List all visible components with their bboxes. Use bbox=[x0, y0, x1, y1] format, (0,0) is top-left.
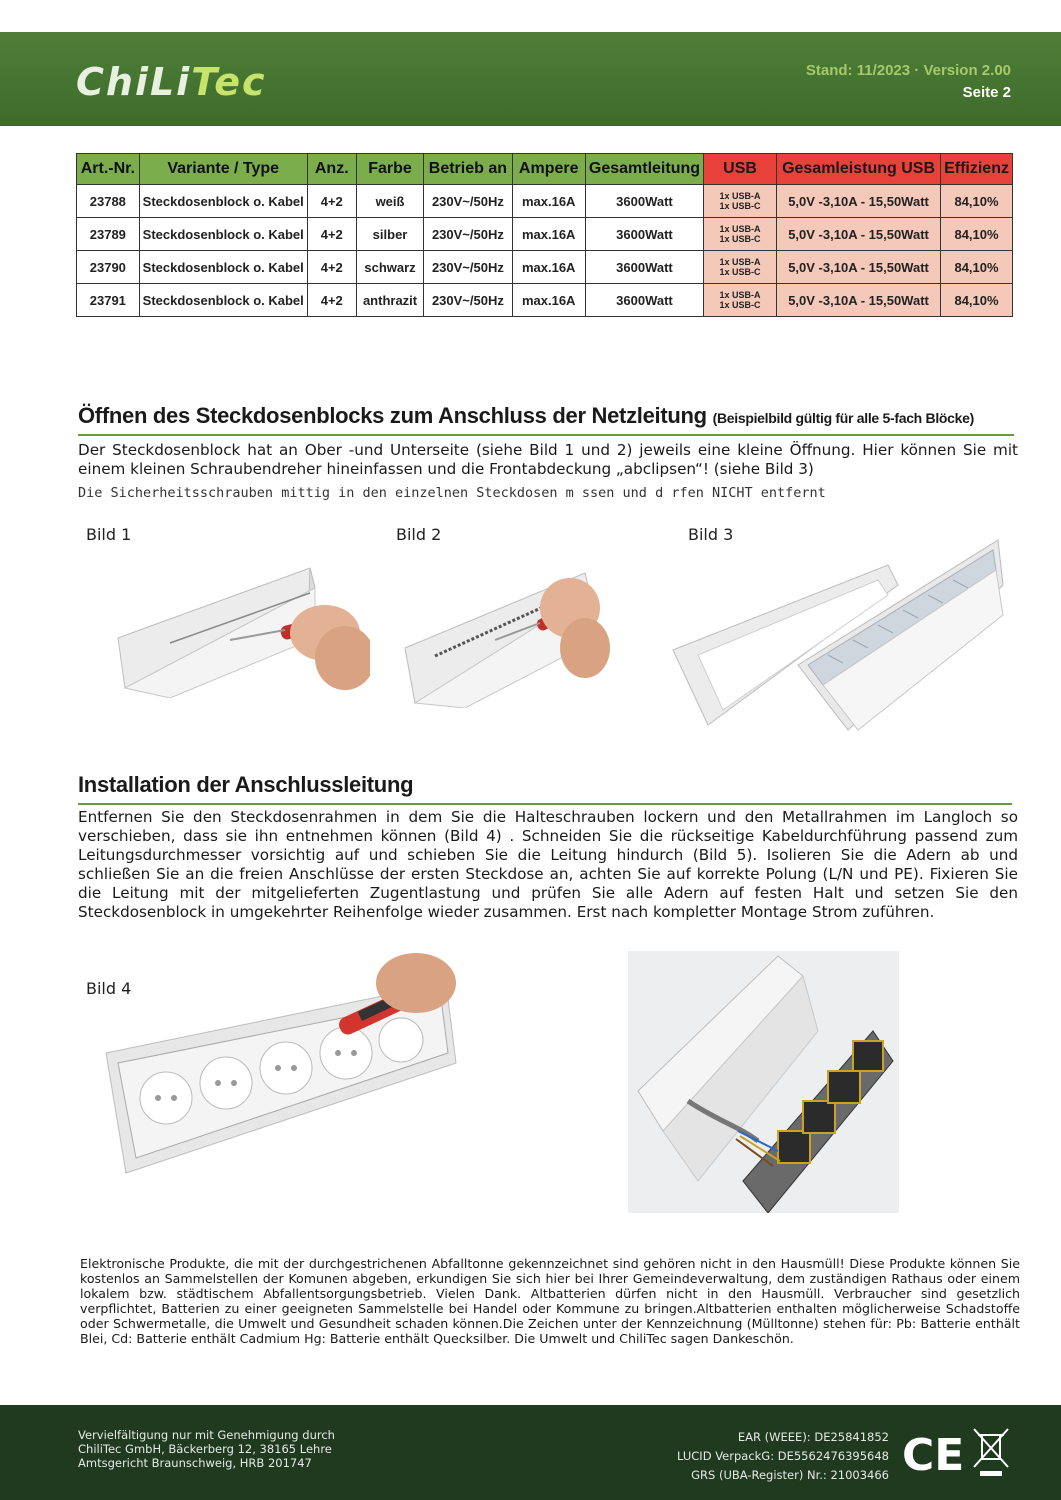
cell-variante: Steckdosenblock o. Kabel bbox=[139, 185, 307, 218]
ce-weee-marks bbox=[902, 1425, 1012, 1481]
footer-left bbox=[78, 1428, 335, 1470]
page-number: Seite 2 bbox=[962, 84, 1011, 101]
bild2-label: Bild 2 bbox=[396, 525, 442, 544]
section1-title-text: Öffnen des Steckdosenblocks zum Anschluss der Netzleitung bbox=[78, 403, 707, 428]
stand-version: Stand: 11/2023 · Version 2.00 bbox=[805, 62, 1011, 79]
cell-betrieb: 230V~/50Hz bbox=[424, 185, 512, 218]
cell-farbe: schwarz bbox=[356, 251, 423, 284]
bild2-photo bbox=[395, 548, 610, 708]
cell-farbe: silber bbox=[356, 218, 423, 251]
bild4-label: Bild 4 bbox=[86, 979, 132, 998]
bild5-photo bbox=[628, 951, 899, 1213]
section1-rule bbox=[78, 434, 1014, 436]
cell-variante: Steckdosenblock o. Kabel bbox=[139, 284, 307, 317]
section1-title bbox=[78, 403, 974, 429]
usb-a-label: 1x USB-A bbox=[719, 191, 761, 201]
version-info bbox=[806, 60, 1011, 104]
spec-table bbox=[76, 153, 1013, 317]
col-leistung: Gesamtleitung bbox=[585, 154, 703, 185]
usb-a-label: 1x USB-A bbox=[719, 224, 761, 234]
ce-mark-icon: CE bbox=[902, 1430, 965, 1481]
cell-usb bbox=[704, 251, 777, 284]
table-header-row bbox=[77, 154, 1013, 185]
usb-c-label: 1x USB-C bbox=[719, 234, 761, 244]
disposal-note: Elektronische Produkte, die mit der durchgestrichenen Abfalltonne gekennzeichnet sind gehören nicht in den Hausmüll! Diese Produkte können Sie kostenlos an Sammelstellen der Komunen abgeben, erkundigen Sie sich hier bei Ihrer Gemeindeverwaltung, dem zuständigen Rathaus oder einem lokalem bzw. städtischem Abfallentsorgungsbetrieb. Vielen Dank. Altbatterien dürfen nicht in den Hausmüll. Verbraucher sind gesetzlich verpflichtet, Batterien zu einer geeigneten Sammelstelle bei Handel oder Kommune zu bringen.Altbatterien enthalten möglicherweise Schadstoffe oder Schwermetalle, die Umwelt und Gesundheit schaden können.Die Zeichen unter der Kennzeichnung (Mülltonne) stehen für: Pb: Batterie enthält Blei, Cd: Batterie enthält Cadmium Hg: Batterie enthält Quecksilber. Die Umwelt und ChiliTec sagen Dankeschön. bbox=[80, 1256, 1020, 1346]
cell-art: 23788 bbox=[77, 185, 140, 218]
cell-ampere: max.16A bbox=[512, 284, 585, 317]
cell-usb-leistung: 5,0V -3,10A - 15,50Watt bbox=[777, 251, 941, 284]
footer-bar bbox=[0, 1405, 1061, 1500]
table-row bbox=[77, 218, 1013, 251]
section2-rule bbox=[78, 803, 1012, 805]
col-betrieb: Betrieb an bbox=[424, 154, 512, 185]
col-variante: Variante / Type bbox=[139, 154, 307, 185]
section1-text: Der Steckdosenblock hat an Ober -und Unterseite (siehe Bild 1 und 2) jeweils eine kleine Öffnung. Hier können Sie mit einem kleinen Schraubendreher hineinfassen und die Frontabdeckung „abclipsen“! (siehe Bild 3) bbox=[78, 441, 1018, 478]
section1-mono-text: Die Sicherheitsschrauben mittig in den einzelnen Steckdosen m ssen und d rfen NICHT entfernt bbox=[78, 485, 826, 501]
footer-address: ChiliTec GmbH, Bäckerberg 12, 38165 Lehre bbox=[78, 1442, 332, 1456]
cell-effizienz: 84,10% bbox=[941, 218, 1013, 251]
cell-effizienz: 84,10% bbox=[941, 251, 1013, 284]
cell-leistung: 3600Watt bbox=[585, 251, 703, 284]
footer-ear: EAR (WEEE): DE25841852 bbox=[737, 1430, 889, 1444]
usb-c-label: 1x USB-C bbox=[719, 267, 761, 277]
cell-betrieb: 230V~/50Hz bbox=[424, 251, 512, 284]
col-usb-leistung: Gesamleistung USB bbox=[777, 154, 941, 185]
cell-usb bbox=[704, 218, 777, 251]
bin-bar-icon bbox=[980, 1471, 1002, 1476]
cell-art: 23791 bbox=[77, 284, 140, 317]
cell-usb bbox=[704, 284, 777, 317]
cell-art: 23789 bbox=[77, 218, 140, 251]
cell-anz: 4+2 bbox=[307, 185, 356, 218]
bild1-photo bbox=[110, 548, 370, 698]
col-art: Art.-Nr. bbox=[77, 154, 140, 185]
cell-anz: 4+2 bbox=[307, 251, 356, 284]
cell-leistung: 3600Watt bbox=[585, 284, 703, 317]
table-row bbox=[77, 185, 1013, 218]
section2-title: Installation der Anschlussleitung bbox=[78, 772, 414, 797]
col-ampere: Ampere bbox=[512, 154, 585, 185]
bild3-photo bbox=[668, 525, 1013, 735]
col-usb: USB bbox=[704, 154, 777, 185]
usb-a-label: 1x USB-A bbox=[719, 257, 761, 267]
cell-variante: Steckdosenblock o. Kabel bbox=[139, 218, 307, 251]
col-effizienz: Effizienz bbox=[941, 154, 1013, 185]
crossed-bin-icon bbox=[974, 1429, 1008, 1467]
footer-right bbox=[677, 1428, 889, 1485]
cell-usb-leistung: 5,0V -3,10A - 15,50Watt bbox=[777, 218, 941, 251]
cell-usb-leistung: 5,0V -3,10A - 15,50Watt bbox=[777, 284, 941, 317]
cell-ampere: max.16A bbox=[512, 251, 585, 284]
section1-title-note: (Beispielbild gültig für alle 5-fach Blöcke) bbox=[712, 410, 974, 426]
bild4-photo bbox=[96, 943, 458, 1175]
cell-farbe: weiß bbox=[356, 185, 423, 218]
cell-farbe: anthrazit bbox=[356, 284, 423, 317]
cell-leistung: 3600Watt bbox=[585, 185, 703, 218]
usb-a-label: 1x USB-A bbox=[719, 290, 761, 300]
cell-ampere: max.16A bbox=[512, 218, 585, 251]
col-farbe: Farbe bbox=[356, 154, 423, 185]
footer-lucid: LUCID VerpackG: DE5562476395648 bbox=[677, 1449, 889, 1463]
col-anz: Anz. bbox=[307, 154, 356, 185]
bild3-label: Bild 3 bbox=[688, 525, 734, 544]
cell-leistung: 3600Watt bbox=[585, 218, 703, 251]
footer-grs: GRS (UBA-Register) Nr.: 21003466 bbox=[691, 1468, 889, 1482]
chilitec-logo bbox=[76, 60, 267, 104]
table-row bbox=[77, 284, 1013, 317]
header-bar bbox=[0, 32, 1061, 126]
logo-text-accent: Tec bbox=[191, 60, 267, 104]
bild1-label: Bild 1 bbox=[86, 525, 132, 544]
usb-c-label: 1x USB-C bbox=[719, 300, 761, 310]
footer-copyright: Vervielfältigung nur mit Genehmigung durch bbox=[78, 1428, 335, 1442]
logo-text-main: ChiLi bbox=[76, 60, 192, 104]
cell-effizienz: 84,10% bbox=[941, 284, 1013, 317]
footer-court: Amtsgericht Braunschweig, HRB 201747 bbox=[78, 1456, 312, 1470]
cell-art: 23790 bbox=[77, 251, 140, 284]
cell-variante: Steckdosenblock o. Kabel bbox=[139, 251, 307, 284]
cell-anz: 4+2 bbox=[307, 284, 356, 317]
cell-usb bbox=[704, 185, 777, 218]
section2-text: Entfernen Sie den Steckdosenrahmen in dem Sie die Halteschrauben lockern und den Metallrahmen im Langloch so verschieben, dass sie ihn entnehmen können (Bild 4) . Schneiden Sie die rückseitige Kabeldurchführung passend zum Leitungsdurchmesser vorsichtig auf und schieben Sie die Leitung hindurch (Bild 5). Isolieren Sie die Adern ab und schließen Sie an die freien Anschlüsse der ersten Steckdose an, achten Sie auf korrekte Polung (L/N und PE). Fixieren Sie die Leitung mit der mitgelieferten Zugentlastung und prüfen Sie alle Adern auf festen Halt und setzen Sie den Steckdosenblock in umgekehrter Reihenfolge wieder zusammen. Erst nach kompletter Montage Strom zuführen. bbox=[78, 808, 1018, 921]
cell-ampere: max.16A bbox=[512, 185, 585, 218]
cell-betrieb: 230V~/50Hz bbox=[424, 218, 512, 251]
cell-usb-leistung: 5,0V -3,10A - 15,50Watt bbox=[777, 185, 941, 218]
usb-c-label: 1x USB-C bbox=[719, 201, 761, 211]
table-row bbox=[77, 251, 1013, 284]
cell-effizienz: 84,10% bbox=[941, 185, 1013, 218]
cell-anz: 4+2 bbox=[307, 218, 356, 251]
cell-betrieb: 230V~/50Hz bbox=[424, 284, 512, 317]
